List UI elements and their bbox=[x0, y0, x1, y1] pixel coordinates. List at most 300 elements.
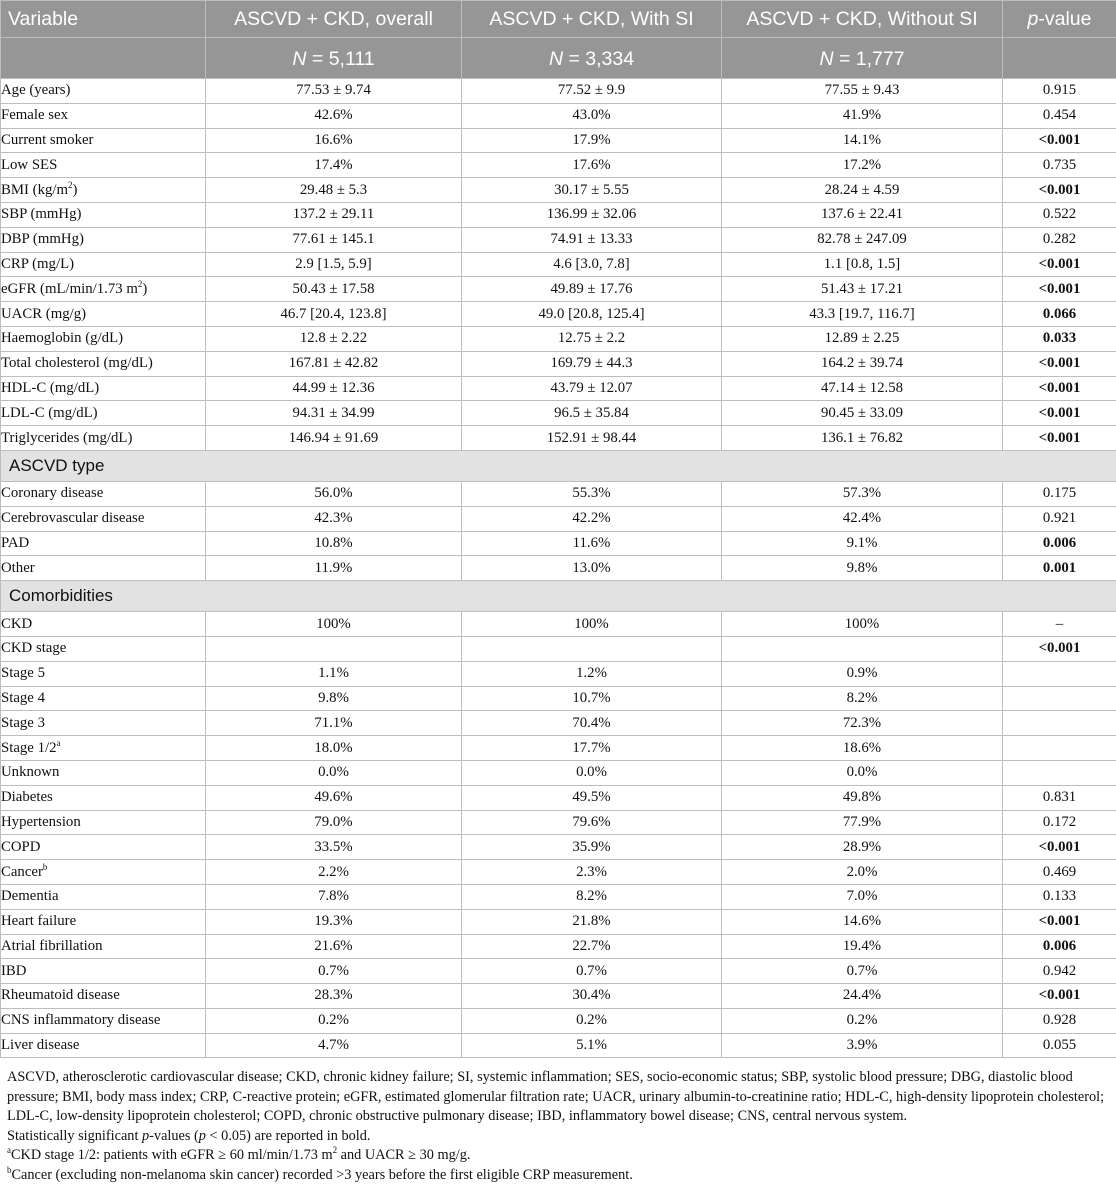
cell-p-value: <0.001 bbox=[1003, 128, 1116, 153]
cell-without-si: 17.2% bbox=[722, 153, 1003, 178]
cell-p-value: 0.928 bbox=[1003, 1008, 1116, 1033]
row-label-text: Low SES bbox=[1, 156, 58, 173]
cell-p-value: 0.454 bbox=[1003, 103, 1116, 128]
row-label-text: Heart failure bbox=[1, 913, 77, 930]
row-label-text: Age (years) bbox=[1, 82, 71, 99]
row-label bbox=[1, 661, 206, 686]
row-label-text: eGFR (mL/min/1.73 m bbox=[1, 280, 138, 297]
cell-without-si: 136.1 ± 76.82 bbox=[722, 426, 1003, 451]
table-row bbox=[1, 612, 1116, 637]
row-label bbox=[1, 79, 206, 104]
row-label bbox=[1, 252, 206, 277]
table-row bbox=[1, 1033, 1116, 1058]
cell-without-si: 14.6% bbox=[722, 909, 1003, 934]
cell-p-value: 0.172 bbox=[1003, 810, 1116, 835]
row-label-text: Triglycerides (mg/dL) bbox=[1, 429, 133, 446]
cell-with-si: 49.5% bbox=[462, 785, 722, 810]
row-label-text: Other bbox=[1, 559, 35, 576]
table-row bbox=[1, 909, 1116, 934]
row-label bbox=[1, 860, 206, 885]
table-row bbox=[1, 326, 1116, 351]
n-symbol: N bbox=[292, 48, 307, 70]
cell-with-si: 17.6% bbox=[462, 153, 722, 178]
row-label bbox=[1, 984, 206, 1009]
cell-p-value: 0.735 bbox=[1003, 153, 1116, 178]
row-label bbox=[1, 376, 206, 401]
row-label-text: LDL-C (mg/dL) bbox=[1, 404, 98, 421]
row-label-text: PAD bbox=[1, 534, 30, 551]
cell-overall: 56.0% bbox=[206, 481, 462, 506]
section-heading: Comorbidities bbox=[1, 581, 1116, 612]
cell-with-si: 30.17 ± 5.55 bbox=[462, 178, 722, 203]
cell-with-si: 152.91 ± 98.44 bbox=[462, 426, 722, 451]
row-label-text: Total cholesterol (mg/dL) bbox=[1, 355, 153, 372]
n-overall-value: = 5,111 bbox=[306, 48, 375, 70]
cell-with-si: 70.4% bbox=[462, 711, 722, 736]
row-label-text: Hypertension bbox=[1, 813, 81, 830]
cell-with-si: 22.7% bbox=[462, 934, 722, 959]
row-label-sup: 2 bbox=[137, 278, 143, 289]
cell-overall: 77.61 ± 145.1 bbox=[206, 227, 462, 252]
row-label-tail: ) bbox=[72, 181, 78, 198]
row-label-text: CNS inflammatory disease bbox=[1, 1012, 161, 1029]
cell-without-si: 57.3% bbox=[722, 481, 1003, 506]
n-p-empty bbox=[1003, 38, 1116, 79]
cell-overall: 50.43 ± 17.58 bbox=[206, 277, 462, 302]
row-label-text: COPD bbox=[1, 838, 41, 855]
table-row bbox=[1, 79, 1116, 104]
cell-with-si: 100% bbox=[462, 612, 722, 637]
table-row bbox=[1, 178, 1116, 203]
cell-overall: 21.6% bbox=[206, 934, 462, 959]
table-row bbox=[1, 884, 1116, 909]
table-footnotes bbox=[7, 1068, 1111, 1186]
table-row bbox=[1, 661, 1116, 686]
table-row bbox=[1, 959, 1116, 984]
row-label bbox=[1, 556, 206, 581]
row-label bbox=[1, 351, 206, 376]
cell-overall: 100% bbox=[206, 612, 462, 637]
table-row bbox=[1, 506, 1116, 531]
cell-p-value bbox=[1003, 736, 1116, 761]
row-label bbox=[1, 506, 206, 531]
cell-without-si: 90.45 ± 33.09 bbox=[722, 401, 1003, 426]
cell-with-si: 49.0 [20.8, 125.4] bbox=[462, 302, 722, 327]
row-label bbox=[1, 636, 206, 661]
row-label-sup: 2 bbox=[68, 179, 73, 190]
cell-without-si: 82.78 ± 247.09 bbox=[722, 227, 1003, 252]
footnote-a-text1: CKD stage 1/2: patients with eGFR ≥ 60 ml/min/1.73 m bbox=[11, 1147, 333, 1164]
section-row bbox=[1, 581, 1116, 612]
table-row bbox=[1, 202, 1116, 227]
header-p-rest: -value bbox=[1038, 7, 1092, 30]
row-label-text: Cancer bbox=[1, 863, 43, 880]
cell-overall: 71.1% bbox=[206, 711, 462, 736]
cell-with-si: 35.9% bbox=[462, 835, 722, 860]
cell-without-si: 7.0% bbox=[722, 884, 1003, 909]
table-row bbox=[1, 103, 1116, 128]
row-label-text: Coronary disease bbox=[1, 485, 104, 502]
cell-with-si bbox=[462, 636, 722, 661]
cell-overall: 79.0% bbox=[206, 810, 462, 835]
row-label-text: Female sex bbox=[1, 107, 68, 124]
row-label-text: Unknown bbox=[1, 764, 60, 781]
row-label-text: Diabetes bbox=[1, 789, 53, 806]
header-p-italic: p bbox=[1027, 7, 1039, 30]
cell-overall: 19.3% bbox=[206, 909, 462, 934]
row-label bbox=[1, 959, 206, 984]
n-symbol: N bbox=[548, 48, 564, 70]
cell-with-si: 12.75 ± 2.2 bbox=[462, 326, 722, 351]
cell-with-si: 10.7% bbox=[462, 686, 722, 711]
cell-overall: 2.2% bbox=[206, 860, 462, 885]
cell-with-si: 42.2% bbox=[462, 506, 722, 531]
n-empty-cell bbox=[1, 38, 206, 79]
row-label-text: Haemoglobin (g/dL) bbox=[1, 330, 124, 347]
cell-without-si: 9.1% bbox=[722, 531, 1003, 556]
cell-p-value: <0.001 bbox=[1003, 401, 1116, 426]
cell-with-si: 13.0% bbox=[462, 556, 722, 581]
cell-overall: 7.8% bbox=[206, 884, 462, 909]
header-with-si: ASCVD + CKD, With SI bbox=[462, 1, 722, 38]
row-label-text: Rheumatoid disease bbox=[1, 987, 120, 1004]
section-heading: ASCVD type bbox=[1, 450, 1116, 481]
cell-with-si: 11.6% bbox=[462, 531, 722, 556]
significance-note bbox=[7, 1127, 1111, 1147]
cell-without-si: 0.0% bbox=[722, 760, 1003, 785]
table-row bbox=[1, 227, 1116, 252]
row-label bbox=[1, 884, 206, 909]
row-label-tail: ) bbox=[142, 280, 148, 297]
n-symbol: N bbox=[819, 48, 834, 70]
table-row bbox=[1, 860, 1116, 885]
table-row bbox=[1, 711, 1116, 736]
cell-p-value: 0.001 bbox=[1003, 556, 1116, 581]
cell-overall: 11.9% bbox=[206, 556, 462, 581]
row-label-text: Atrial fibrillation bbox=[1, 937, 103, 954]
cell-overall: 4.7% bbox=[206, 1033, 462, 1058]
row-label-text: Current smoker bbox=[1, 131, 94, 148]
table-row bbox=[1, 401, 1116, 426]
n-overall bbox=[206, 38, 462, 79]
cell-p-value: 0.133 bbox=[1003, 884, 1116, 909]
cell-without-si: 28.9% bbox=[722, 835, 1003, 860]
cell-overall: 137.2 ± 29.11 bbox=[206, 202, 462, 227]
row-label bbox=[1, 227, 206, 252]
row-label-text: Cerebrovascular disease bbox=[1, 510, 145, 527]
table-row bbox=[1, 810, 1116, 835]
footnote-b-mark: b bbox=[7, 1165, 12, 1176]
table-row bbox=[1, 277, 1116, 302]
row-label bbox=[1, 531, 206, 556]
cell-without-si: 164.2 ± 39.74 bbox=[722, 351, 1003, 376]
table-row bbox=[1, 934, 1116, 959]
cell-overall: 146.94 ± 91.69 bbox=[206, 426, 462, 451]
row-label-text: DBP (mmHg) bbox=[1, 231, 84, 248]
row-label bbox=[1, 481, 206, 506]
n-without-value: = 1,777 bbox=[833, 48, 905, 70]
cell-without-si: 3.9% bbox=[722, 1033, 1003, 1058]
cell-p-value: <0.001 bbox=[1003, 636, 1116, 661]
row-label bbox=[1, 810, 206, 835]
cell-with-si: 43.79 ± 12.07 bbox=[462, 376, 722, 401]
row-label-text: Dementia bbox=[1, 888, 59, 905]
row-label-text: Stage 3 bbox=[1, 714, 45, 731]
cell-without-si: 100% bbox=[722, 612, 1003, 637]
cell-without-si: 9.8% bbox=[722, 556, 1003, 581]
cell-overall: 77.53 ± 9.74 bbox=[206, 79, 462, 104]
n-with-si bbox=[462, 38, 722, 79]
cell-with-si: 55.3% bbox=[462, 481, 722, 506]
n-with-value: = 3,334 bbox=[563, 48, 635, 70]
cell-overall: 33.5% bbox=[206, 835, 462, 860]
cell-with-si: 30.4% bbox=[462, 984, 722, 1009]
cell-overall: 42.6% bbox=[206, 103, 462, 128]
cell-without-si: 41.9% bbox=[722, 103, 1003, 128]
cell-without-si: 49.8% bbox=[722, 785, 1003, 810]
cell-p-value: 0.831 bbox=[1003, 785, 1116, 810]
cell-with-si: 49.89 ± 17.76 bbox=[462, 277, 722, 302]
table-row bbox=[1, 531, 1116, 556]
table-row bbox=[1, 128, 1116, 153]
cell-without-si: 24.4% bbox=[722, 984, 1003, 1009]
cell-overall bbox=[206, 636, 462, 661]
abbreviations-note: ASCVD, atherosclerotic cardiovascular disease; CKD, chronic kidney failure; SI, systemic inflammation; SES, socio-economic status; SBP, systolic blood pressure; DBG, diastolic blood pressure; BMI, body mass index; CRP, C-reactive protein; eGFR, estimated glomerular filtration rate; UACR, urinary albumin-to-creatinine ratio; HDL-C, high-density lipoprotein cholesterol; LDL-C, low-density lipoprotein cholesterol; COPD, chronic obstructive pulmonary disease; IBD, inflammatory bowel disease; CNS, central nervous system. bbox=[7, 1069, 1105, 1125]
header-p-value bbox=[1003, 1, 1116, 38]
row-label bbox=[1, 909, 206, 934]
cell-with-si: 4.6 [3.0, 7.8] bbox=[462, 252, 722, 277]
row-label-text: Stage 1/2 bbox=[1, 739, 57, 756]
cell-overall: 9.8% bbox=[206, 686, 462, 711]
row-label bbox=[1, 612, 206, 637]
cell-p-value: 0.055 bbox=[1003, 1033, 1116, 1058]
header-variable: Variable bbox=[1, 1, 206, 38]
table-row bbox=[1, 481, 1116, 506]
cell-without-si: 43.3 [19.7, 116.7] bbox=[722, 302, 1003, 327]
cell-without-si: 1.1 [0.8, 1.5] bbox=[722, 252, 1003, 277]
row-label bbox=[1, 153, 206, 178]
cell-p-value: 0.522 bbox=[1003, 202, 1116, 227]
cell-with-si: 169.79 ± 44.3 bbox=[462, 351, 722, 376]
cell-overall: 18.0% bbox=[206, 736, 462, 761]
cell-with-si: 0.0% bbox=[462, 760, 722, 785]
cell-p-value: 0.921 bbox=[1003, 506, 1116, 531]
cell-without-si: 18.6% bbox=[722, 736, 1003, 761]
cell-with-si: 136.99 ± 32.06 bbox=[462, 202, 722, 227]
cell-p-value: 0.942 bbox=[1003, 959, 1116, 984]
sig-p1: p bbox=[142, 1127, 150, 1144]
row-label bbox=[1, 835, 206, 860]
cell-overall: 49.6% bbox=[206, 785, 462, 810]
cell-p-value: <0.001 bbox=[1003, 909, 1116, 934]
row-label-sup: b bbox=[42, 861, 48, 872]
cell-with-si: 21.8% bbox=[462, 909, 722, 934]
cell-without-si: 77.9% bbox=[722, 810, 1003, 835]
row-label bbox=[1, 103, 206, 128]
cell-overall: 0.2% bbox=[206, 1008, 462, 1033]
cell-without-si: 0.2% bbox=[722, 1008, 1003, 1033]
cell-with-si: 8.2% bbox=[462, 884, 722, 909]
cell-without-si: 137.6 ± 22.41 bbox=[722, 202, 1003, 227]
table-row bbox=[1, 376, 1116, 401]
cell-overall: 28.3% bbox=[206, 984, 462, 1009]
cell-with-si: 77.52 ± 9.9 bbox=[462, 79, 722, 104]
cell-without-si: 28.24 ± 4.59 bbox=[722, 178, 1003, 203]
cell-p-value: <0.001 bbox=[1003, 376, 1116, 401]
cell-overall: 42.3% bbox=[206, 506, 462, 531]
row-label bbox=[1, 426, 206, 451]
cell-without-si: 8.2% bbox=[722, 686, 1003, 711]
cell-without-si bbox=[722, 636, 1003, 661]
row-label bbox=[1, 302, 206, 327]
row-label bbox=[1, 277, 206, 302]
cell-without-si: 14.1% bbox=[722, 128, 1003, 153]
sig-p2: p bbox=[198, 1127, 206, 1144]
table-row bbox=[1, 426, 1116, 451]
cell-overall: 0.7% bbox=[206, 959, 462, 984]
cell-without-si: 72.3% bbox=[722, 711, 1003, 736]
row-label-text: CRP (mg/L) bbox=[1, 255, 75, 272]
cell-with-si: 17.9% bbox=[462, 128, 722, 153]
row-label bbox=[1, 1008, 206, 1033]
cell-p-value: <0.001 bbox=[1003, 835, 1116, 860]
row-label bbox=[1, 711, 206, 736]
cell-p-value: <0.001 bbox=[1003, 178, 1116, 203]
cell-p-value: 0.006 bbox=[1003, 531, 1116, 556]
row-label-text: CKD bbox=[1, 615, 33, 632]
cell-overall: 46.7 [20.4, 123.8] bbox=[206, 302, 462, 327]
cell-p-value: 0.915 bbox=[1003, 79, 1116, 104]
cell-without-si: 51.43 ± 17.21 bbox=[722, 277, 1003, 302]
cell-p-value: <0.001 bbox=[1003, 984, 1116, 1009]
section-row bbox=[1, 450, 1116, 481]
footnote-b bbox=[7, 1166, 1111, 1186]
table-row bbox=[1, 252, 1116, 277]
cell-p-value: 0.469 bbox=[1003, 860, 1116, 885]
row-label-text: Stage 5 bbox=[1, 665, 45, 682]
table-row bbox=[1, 785, 1116, 810]
table-row bbox=[1, 351, 1116, 376]
footnote-a-mark: a bbox=[7, 1145, 11, 1156]
cell-with-si: 43.0% bbox=[462, 103, 722, 128]
cell-p-value: 0.282 bbox=[1003, 227, 1116, 252]
table-row bbox=[1, 1008, 1116, 1033]
cell-without-si: 2.0% bbox=[722, 860, 1003, 885]
table-body bbox=[1, 79, 1116, 1058]
cell-with-si: 1.2% bbox=[462, 661, 722, 686]
table-row bbox=[1, 636, 1116, 661]
cell-p-value: – bbox=[1003, 612, 1116, 637]
footnote-a-text2: and UACR ≥ 30 mg/g. bbox=[337, 1147, 471, 1164]
cell-overall: 17.4% bbox=[206, 153, 462, 178]
cell-with-si: 17.7% bbox=[462, 736, 722, 761]
cell-overall: 167.81 ± 42.82 bbox=[206, 351, 462, 376]
cell-without-si: 77.55 ± 9.43 bbox=[722, 79, 1003, 104]
cell-p-value bbox=[1003, 711, 1116, 736]
cell-p-value: <0.001 bbox=[1003, 277, 1116, 302]
row-label-text: Stage 4 bbox=[1, 689, 45, 706]
sig-mid: -values ( bbox=[149, 1127, 199, 1144]
cell-p-value bbox=[1003, 661, 1116, 686]
header-overall: ASCVD + CKD, overall bbox=[206, 1, 462, 38]
row-label bbox=[1, 934, 206, 959]
cell-with-si: 79.6% bbox=[462, 810, 722, 835]
n-row bbox=[1, 38, 1116, 79]
row-label bbox=[1, 686, 206, 711]
cell-with-si: 2.3% bbox=[462, 860, 722, 885]
cell-overall: 16.6% bbox=[206, 128, 462, 153]
cell-p-value bbox=[1003, 760, 1116, 785]
table-row bbox=[1, 556, 1116, 581]
cell-p-value: 0.006 bbox=[1003, 934, 1116, 959]
row-label-sup: a bbox=[56, 737, 61, 748]
row-label-text: UACR (mg/g) bbox=[1, 305, 87, 322]
table-row bbox=[1, 686, 1116, 711]
cell-without-si: 0.7% bbox=[722, 959, 1003, 984]
cell-p-value: <0.001 bbox=[1003, 252, 1116, 277]
table-row bbox=[1, 302, 1116, 327]
sig-post: < 0.05) are reported in bold. bbox=[205, 1127, 371, 1144]
sig-pre: Statistically significant bbox=[7, 1127, 143, 1144]
table-row bbox=[1, 760, 1116, 785]
cell-without-si: 12.89 ± 2.25 bbox=[722, 326, 1003, 351]
cell-with-si: 96.5 ± 35.84 bbox=[462, 401, 722, 426]
cell-p-value: <0.001 bbox=[1003, 351, 1116, 376]
cell-overall: 44.99 ± 12.36 bbox=[206, 376, 462, 401]
cell-with-si: 0.2% bbox=[462, 1008, 722, 1033]
table-row bbox=[1, 153, 1116, 178]
row-label-text: SBP (mmHg) bbox=[1, 206, 82, 223]
cell-p-value: 0.175 bbox=[1003, 481, 1116, 506]
cell-p-value: 0.066 bbox=[1003, 302, 1116, 327]
footnote-a-sup: 2 bbox=[332, 1145, 338, 1156]
cell-overall: 29.48 ± 5.3 bbox=[206, 178, 462, 203]
row-label-text: Liver disease bbox=[1, 1037, 80, 1054]
table-row bbox=[1, 736, 1116, 761]
footnote-b-text: Cancer (excluding non-melanoma skin cancer) recorded >3 years before the first eligible CRP measurement. bbox=[11, 1166, 633, 1183]
n-without-si bbox=[722, 38, 1003, 79]
cell-without-si: 47.14 ± 12.58 bbox=[722, 376, 1003, 401]
cell-p-value bbox=[1003, 686, 1116, 711]
table-row bbox=[1, 984, 1116, 1009]
row-label bbox=[1, 736, 206, 761]
cell-p-value: <0.001 bbox=[1003, 426, 1116, 451]
cell-without-si: 19.4% bbox=[722, 934, 1003, 959]
row-label bbox=[1, 326, 206, 351]
row-label bbox=[1, 401, 206, 426]
table-row bbox=[1, 835, 1116, 860]
row-label-text: CKD stage bbox=[1, 640, 67, 657]
row-label bbox=[1, 785, 206, 810]
row-label-text: BMI (kg/m bbox=[1, 181, 68, 198]
footnote-a bbox=[7, 1146, 1111, 1166]
row-label-text: HDL-C (mg/dL) bbox=[1, 379, 100, 396]
cell-with-si: 74.91 ± 13.33 bbox=[462, 227, 722, 252]
cell-without-si: 0.9% bbox=[722, 661, 1003, 686]
header-row bbox=[1, 1, 1116, 38]
cell-p-value: 0.033 bbox=[1003, 326, 1116, 351]
cell-overall: 10.8% bbox=[206, 531, 462, 556]
row-label bbox=[1, 128, 206, 153]
header-without-si: ASCVD + CKD, Without SI bbox=[722, 1, 1003, 38]
cell-overall: 0.0% bbox=[206, 760, 462, 785]
row-label bbox=[1, 202, 206, 227]
cell-overall: 1.1% bbox=[206, 661, 462, 686]
cell-overall: 12.8 ± 2.22 bbox=[206, 326, 462, 351]
row-label bbox=[1, 1033, 206, 1058]
cell-overall: 2.9 [1.5, 5.9] bbox=[206, 252, 462, 277]
cell-with-si: 0.7% bbox=[462, 959, 722, 984]
